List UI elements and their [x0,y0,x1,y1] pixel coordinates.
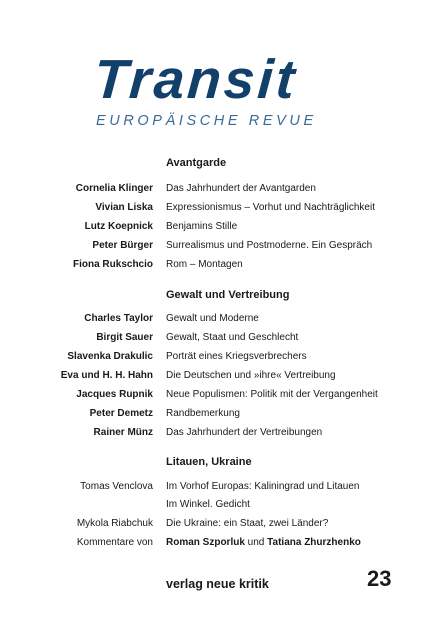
entry-title: Rom – Montagen [166,259,243,270]
entry-author: Slavenka Drakulic [67,351,153,362]
entry-title: Die Deutschen und »ihre« Vertreibung [166,370,336,381]
toc-entry [0,238,438,254]
entry-author: Peter Demetz [89,408,153,419]
commentary-line [0,535,438,551]
commentary-label: Kommentare von [76,537,153,548]
toc-entry [0,387,438,403]
entry-author: Jacques Rupnik [76,389,153,400]
toc-entry [0,349,438,365]
entry-author: Tomas Venclova [80,481,153,492]
issue-number: 23 [367,566,392,591]
toc-entry [0,257,438,273]
entry-title: Das Jahrhundert der Avantgarden [166,183,316,194]
toc-entry [0,368,438,384]
entry-title: Gewalt und Moderne [166,313,259,324]
entry-author: Rainer Münz [93,427,153,438]
entry-title: Porträt eines Kriegsverbrechers [166,351,307,362]
entry-author: Birgit Sauer [96,332,153,343]
toc-entry [0,181,438,197]
entry-title: Benjamins Stille [166,221,238,232]
entry-author: Mykola Riabchuk [76,518,153,529]
commentary-name-1: Roman Szporluk [166,537,245,548]
entry-author: Eva und H. H. Hahn [60,370,153,381]
entry-title: Im Winkel. Gedicht [166,499,250,510]
entry-title: Im Vorhof Europas: Kaliningrad und Litauen [166,481,360,492]
toc-entry [0,425,438,441]
magazine-title: Transit [91,48,300,110]
entry-author: Peter Bürger [92,240,153,251]
entry-title: Randbemerkung [166,408,240,419]
toc-entry [0,330,438,346]
magazine-subtitle: EUROPÄISCHE REVUE [96,113,317,129]
entry-title: Expressionismus – Vorhut und Nachträglichkeit [166,202,375,213]
entry-author: Vivian Liska [95,202,153,213]
toc-entry [0,406,438,422]
entry-title: Die Ukraine: ein Staat, zwei Länder? [166,518,329,529]
entry-title: Neue Populismen: Politik mit der Vergangenheit [166,389,378,400]
commentary-name-2: Tatiana Zhurzhenko [267,537,361,548]
commentary-conjunction: und [244,537,268,548]
commentary-names [166,535,361,551]
section-heading-avantgarde: Avantgarde [166,157,227,169]
publisher-name: verlag neue kritik [166,577,269,591]
toc-entry [0,219,438,235]
section-heading-litauen: Litauen, Ukraine [166,456,252,468]
entry-author: Lutz Koepnick [84,221,153,232]
entry-title: Gewalt, Staat und Geschlecht [166,332,299,343]
toc-entry [0,516,438,532]
entry-author: Cornelia Klinger [75,183,153,194]
entry-title: Surrealismus und Postmoderne. Ein Gespräch [166,240,373,251]
toc-entry [0,479,438,495]
section-heading-gewalt: Gewalt und Vertreibung [166,289,290,301]
toc-entry [0,311,438,327]
entry-title: Das Jahrhundert der Vertreibungen [166,427,323,438]
entry-author: Charles Taylor [84,313,153,324]
toc-entry [0,497,438,513]
entry-author: Fiona Rukschcio [72,259,153,270]
toc-entry [0,200,438,216]
